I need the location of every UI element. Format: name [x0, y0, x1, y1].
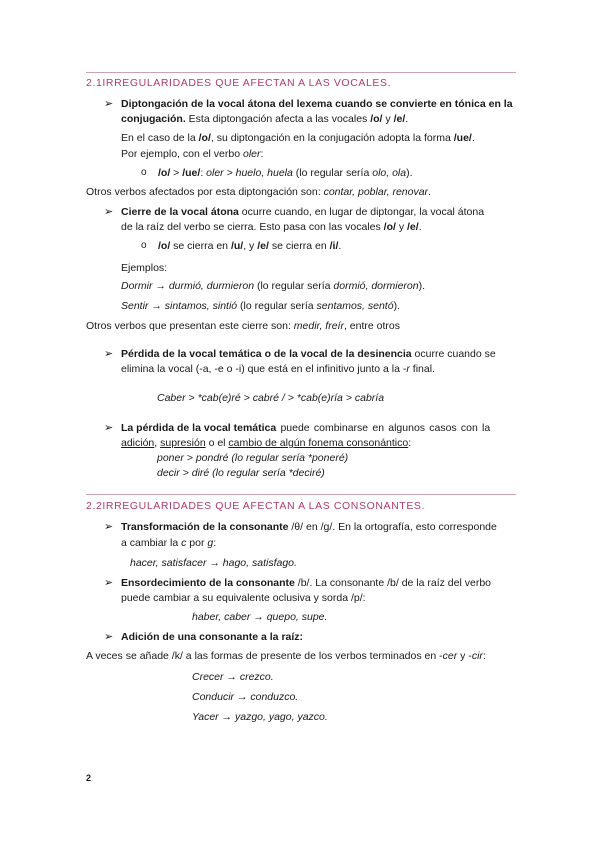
- item3-line2: elimina la vocal (-a, -e o -i) que está en el infinitivo junto a la -r final.: [121, 363, 435, 375]
- s2-example3: Yacer → yazgo, yago, yazco.: [192, 711, 328, 723]
- item1-line2: conjugación. Esta diptongación afecta a las vocales /o/ y /e/.: [121, 113, 409, 125]
- arrowhead-bullet-icon: ➢: [104, 206, 114, 218]
- section1-top-rule: [86, 72, 516, 73]
- circle-bullet-icon: o: [141, 167, 147, 178]
- s2-paragraph: A veces se añade /k/ a las formas de presente de los verbos terminados en -cer y -cir:: [86, 650, 486, 662]
- item2-example2: Sentir → sintamos, sintió (lo regular sería sentamos, sentó).: [121, 300, 400, 312]
- circle-bullet-icon: o: [141, 240, 147, 251]
- s2-example2: Conducir → conduzco.: [192, 691, 299, 703]
- item4-line1: La pérdida de la vocal temática puede combinarse en algunos casos con la: [121, 422, 491, 434]
- page-number: 2: [86, 773, 92, 783]
- others2: Otros verbos que presentan este cierre son: medir, freír, entre otros: [86, 320, 400, 332]
- item3-line1: Pérdida de la vocal temática o de la vocal de la desinencia ocurre cuando se: [121, 348, 496, 360]
- item2-sub: /o/ se cierra en /u/, y /e/ se cierra en /i/.: [158, 240, 342, 252]
- arrowhead-bullet-icon: ➢: [104, 577, 114, 589]
- item1-line1: Diptongación de la vocal átona del lexema cuando se convierte en tónica en la: [121, 98, 513, 110]
- arrowhead-bullet-icon: ➢: [104, 521, 114, 533]
- item4-example1: poner > pondré (lo regular sería *poneré): [157, 452, 349, 464]
- arrowhead-bullet-icon: ➢: [104, 422, 114, 434]
- section2-top-rule: [86, 494, 516, 495]
- others1: Otros verbos afectados por esta diptongación son: contar, poblar, renovar.: [86, 186, 431, 198]
- item3-example: Caber > *cab(e)ré > cabré / > *cab(e)ría > cabría: [157, 392, 385, 404]
- arrowhead-bullet-icon: ➢: [104, 98, 114, 110]
- s2-example1: Crecer → crezco.: [192, 671, 274, 683]
- section2-heading: 2.2IRREGULARIDADES QUE AFECTAN A LAS CONSONANTES.: [86, 500, 426, 512]
- s2-item3-line1: Adición de una consonante a la raíz:: [121, 631, 304, 643]
- item1-sub: /o/ > /ue/: oler > huelo, huela (lo regular sería olo, ola).: [158, 167, 413, 179]
- s2-item1-line1: Transformación de la consonante /θ/ en /g/. En la ortografía, esto corresponde: [121, 521, 497, 533]
- arrowhead-bullet-icon: ➢: [104, 631, 114, 643]
- item4-example2: decir > diré (lo regular sería *deciré): [157, 467, 325, 479]
- arrowhead-bullet-icon: ➢: [104, 348, 114, 360]
- s2-item1-line2: a cambiar la c por g:: [121, 537, 217, 549]
- item2-line2: de la raíz del verbo se cierra. Esto pasa con las vocales /o/ y /e/.: [121, 221, 422, 233]
- item1-para2: Por ejemplo, con el verbo oler:: [121, 148, 264, 160]
- item1-para1: En el caso de la /o/, su diptongación en la conjugación adopta la forma /ue/.: [121, 132, 475, 144]
- s2-item2-example: haber, caber → quepo, supe.: [192, 611, 328, 623]
- item2-ejemplos: Ejemplos:: [121, 262, 168, 274]
- item2-example1: Dormir → durmió, durmieron (lo regular sería dormió, dormieron).: [121, 280, 426, 292]
- item2-line1: Cierre de la vocal átona ocurre cuando, en lugar de diptongar, la vocal átona: [121, 206, 485, 218]
- s2-item1-example: hacer, satisfacer → hago, satisfago.: [130, 557, 297, 569]
- section1-heading: 2.1IRREGULARIDADES QUE AFECTAN A LAS VOCALES.: [86, 77, 392, 89]
- s2-item2-line2: puede cambiar a su equivalente oclusiva y sorda /p/:: [121, 592, 366, 604]
- item4-line2: adición, supresión o el cambio de algún fonema consonántico:: [121, 437, 412, 449]
- s2-item2-line1: Ensordecimiento de la consonante /b/. La consonante /b/ de la raíz del verbo: [121, 577, 492, 589]
